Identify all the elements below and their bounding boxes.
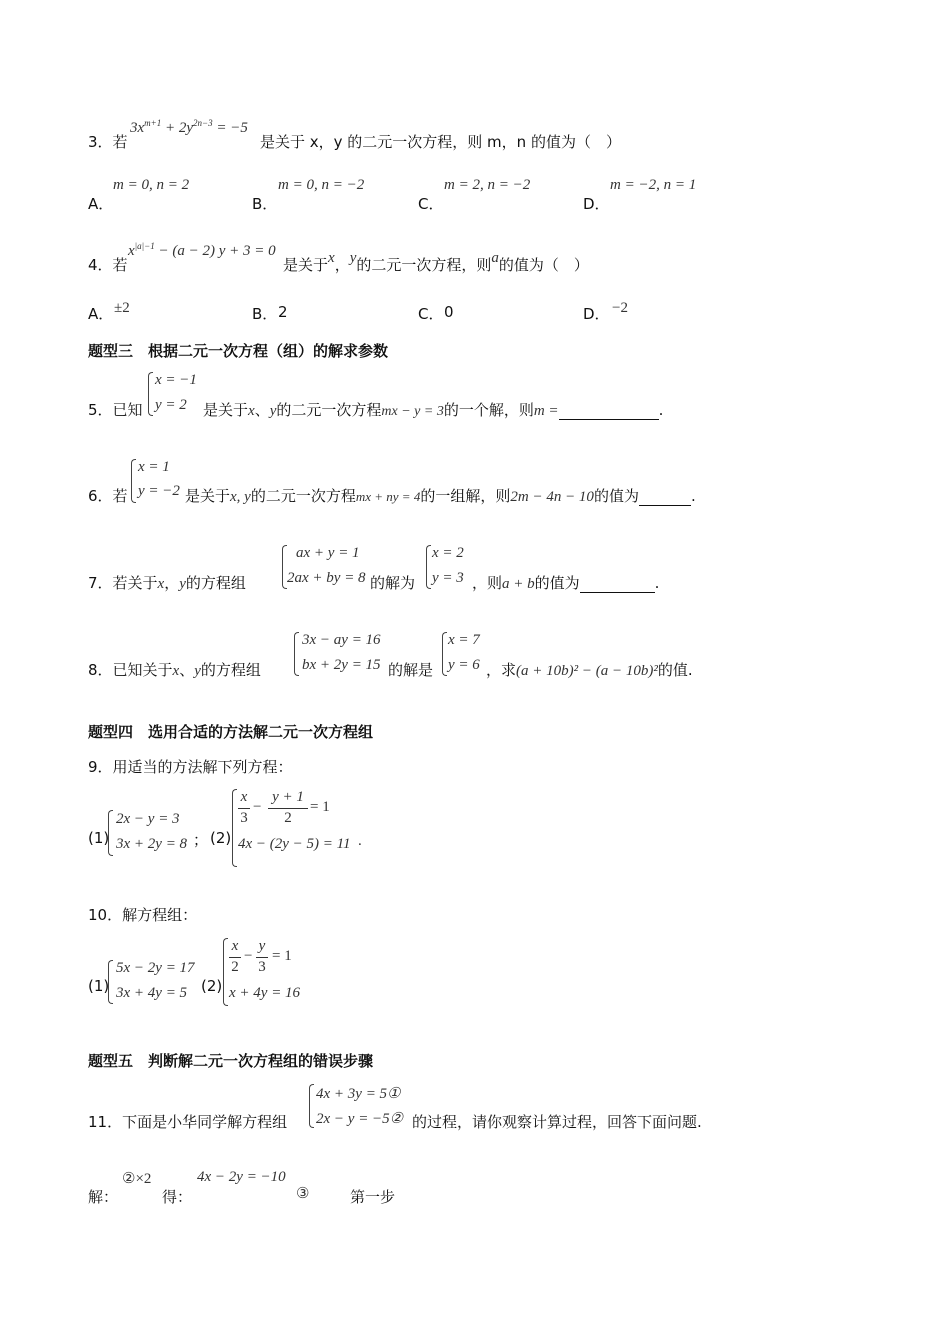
q9-frac-minus: −: [253, 799, 262, 815]
q9-part1-label: (1): [88, 829, 110, 847]
q11-solution-label: 解：: [88, 1188, 119, 1206]
q9-frac1-denominator: 3: [240, 810, 248, 826]
q10-part1-line2: 3x + 4y = 5: [116, 985, 188, 1001]
q3-stem: 是关于 x，y 的二元一次方程，则 m，n 的值为（ ）: [260, 133, 621, 151]
q4-option-b-value: 2: [278, 303, 288, 321]
q6-sys-line1: x = 1: [138, 459, 170, 475]
q10-frac1-denominator: 2: [231, 959, 239, 975]
q9-semicolon: ；: [193, 831, 209, 849]
q10-frac1-numerator: x: [231, 938, 239, 954]
q11-step-expr: ②×2: [122, 1171, 152, 1187]
q9-title: 9．用适当的方法解下列方程：: [88, 758, 293, 776]
q10-frac2-numerator: y: [258, 938, 266, 954]
q9-frac2-numerator: y + 1: [272, 789, 304, 805]
q4-option-c-label: C．: [418, 305, 444, 323]
q4-option-a-label: A．: [88, 305, 114, 323]
q11-de: 得：: [162, 1188, 193, 1206]
q7-text-solution: 的解为: [370, 574, 416, 592]
q8-solution-line2: y = 6: [448, 657, 480, 673]
q9-period: .: [358, 833, 362, 849]
q7-solution-line2: y = 3: [432, 570, 464, 586]
q7-solution-brace: [426, 545, 431, 589]
q9-part2-label: (2): [210, 829, 232, 847]
q10-part1-label: (1): [88, 977, 110, 995]
q9-part1-brace: [108, 810, 113, 856]
q7-stem-tail: ，则a + b的值为 .: [472, 574, 660, 592]
q3-option-b-value: m = 0, n = −2: [278, 177, 365, 193]
q9-part1-line1: 2x − y = 3: [116, 811, 180, 827]
q3-option-a-value: m = 0, n = 2: [113, 177, 190, 193]
q9-frac1-bar: [238, 808, 250, 809]
q9-frac2-denominator: 2: [284, 810, 292, 826]
q10-part1-line1: 5x − 2y = 17: [116, 960, 195, 976]
q10-frac1-bar: [229, 957, 241, 958]
q3-equation: $3x^{m+1} + 2y^{2n-3} = -5$: [130, 118, 248, 136]
q4-option-d-value: −2: [612, 300, 628, 316]
q8-stem-tail: ，求(a + 10b)² − (a − 10b)²的值.: [486, 661, 693, 679]
q11-stem: 的过程，请你观察计算过程，回答下面问题.: [412, 1113, 702, 1131]
q10-eq1-rhs: = 1: [272, 948, 292, 964]
q7-solution-line1: x = 2: [432, 545, 464, 561]
q6-answer-blank[interactable]: [639, 491, 691, 506]
q3-number: 3．若: [88, 133, 128, 151]
q11-step-label: 第一步: [350, 1188, 396, 1206]
q6-number: 6．若: [88, 487, 128, 505]
q7-sys-line2: 2ax + by = 8: [287, 570, 366, 586]
q11-step-equation: 4x − 2y = −10: [197, 1169, 286, 1185]
q7-number: 7．若关于x，y的方程组: [88, 574, 246, 592]
q5-sys-line2: y = 2: [155, 397, 187, 413]
q10-frac2-denominator: 3: [258, 959, 266, 975]
q3-option-d-label: D．: [583, 195, 610, 213]
q9-frac1-numerator: x: [240, 789, 248, 805]
q8-number: 8．已知关于x、y的方程组: [88, 661, 261, 679]
q11-sys-line1: 4x + 3y = 5①: [316, 1086, 401, 1102]
section-5-heading: 题型五 判断解二元一次方程组的错误步骤: [88, 1052, 374, 1070]
q3-option-a-label: A．: [88, 195, 114, 213]
q9-eq1-rhs: = 1: [310, 799, 330, 815]
q3-option-b-label: B．: [252, 195, 278, 213]
q4-number: 4．若: [88, 256, 128, 274]
q9-frac2-bar: [268, 808, 308, 809]
q11-number: 11．下面是小华同学解方程组: [88, 1113, 288, 1131]
q10-frac-minus: −: [244, 948, 253, 964]
section-3-heading: 题型三 根据二元一次方程（组）的解求参数: [88, 342, 389, 360]
q6-brace: [131, 459, 136, 503]
q9-part2-line2: 4x − (2y − 5) = 11: [238, 836, 351, 852]
q5-sys-line1: x = −1: [155, 372, 197, 388]
q8-sys-line1: 3x − ay = 16: [302, 632, 381, 648]
q9-part1-line2: 3x + 2y = 8: [116, 836, 188, 852]
q10-part2-line2: x + 4y = 16: [229, 985, 301, 1001]
q9-part2-brace: [232, 789, 237, 867]
q10-frac2-bar: [256, 957, 268, 958]
q4-option-c-value: 0: [444, 303, 454, 321]
q5-stem: 是关于x、y的二元一次方程mx − y = 3的一个解，则m = .: [203, 401, 664, 419]
q8-text-solution: 的解是: [388, 661, 434, 679]
section-4-heading: 题型四 选用合适的方法解二元一次方程组: [88, 723, 374, 741]
q5-number: 5．已知: [88, 401, 143, 419]
q10-part1-brace: [108, 960, 113, 1004]
q4-option-d-label: D．: [583, 305, 610, 323]
q10-part2-label: (2): [201, 977, 223, 995]
q5-answer-blank[interactable]: [559, 405, 659, 420]
q10-part2-brace: [223, 938, 228, 1006]
q4-equation: $x^{|a|-1} - (a - 2) y + 3 = 0$: [128, 241, 276, 259]
q8-solution-line1: x = 7: [448, 632, 480, 648]
q6-sys-line2: y = −2: [138, 483, 180, 499]
q7-sys-line1: ax + y = 1: [296, 545, 360, 561]
q4-option-a-value: ±2: [114, 300, 130, 316]
q4-stem: 是关于x，y的二元一次方程，则a的值为（ ）: [283, 250, 589, 274]
q4-option-b-label: B．: [252, 305, 278, 323]
q8-sys-line2: bx + 2y = 15: [302, 657, 381, 673]
q8-solution-brace: [442, 632, 447, 676]
q11-sys-line2: 2x − y = −5②: [316, 1111, 404, 1127]
q8-brace: [294, 632, 299, 676]
q11-brace: [309, 1084, 314, 1128]
q10-title: 10．解方程组：: [88, 906, 198, 924]
q11-circle-3: ③: [296, 1186, 310, 1202]
q3-option-d-value: m = −2, n = 1: [610, 177, 697, 193]
q3-option-c-value: m = 2, n = −2: [444, 177, 531, 193]
q5-brace: [148, 372, 153, 416]
q6-stem: 是关于x, y的二元一次方程mx + ny = 4的一组解，则2m − 4n − 10的值为 .: [185, 487, 696, 505]
q3-option-c-label: C．: [418, 195, 444, 213]
q7-answer-blank[interactable]: [580, 578, 655, 593]
